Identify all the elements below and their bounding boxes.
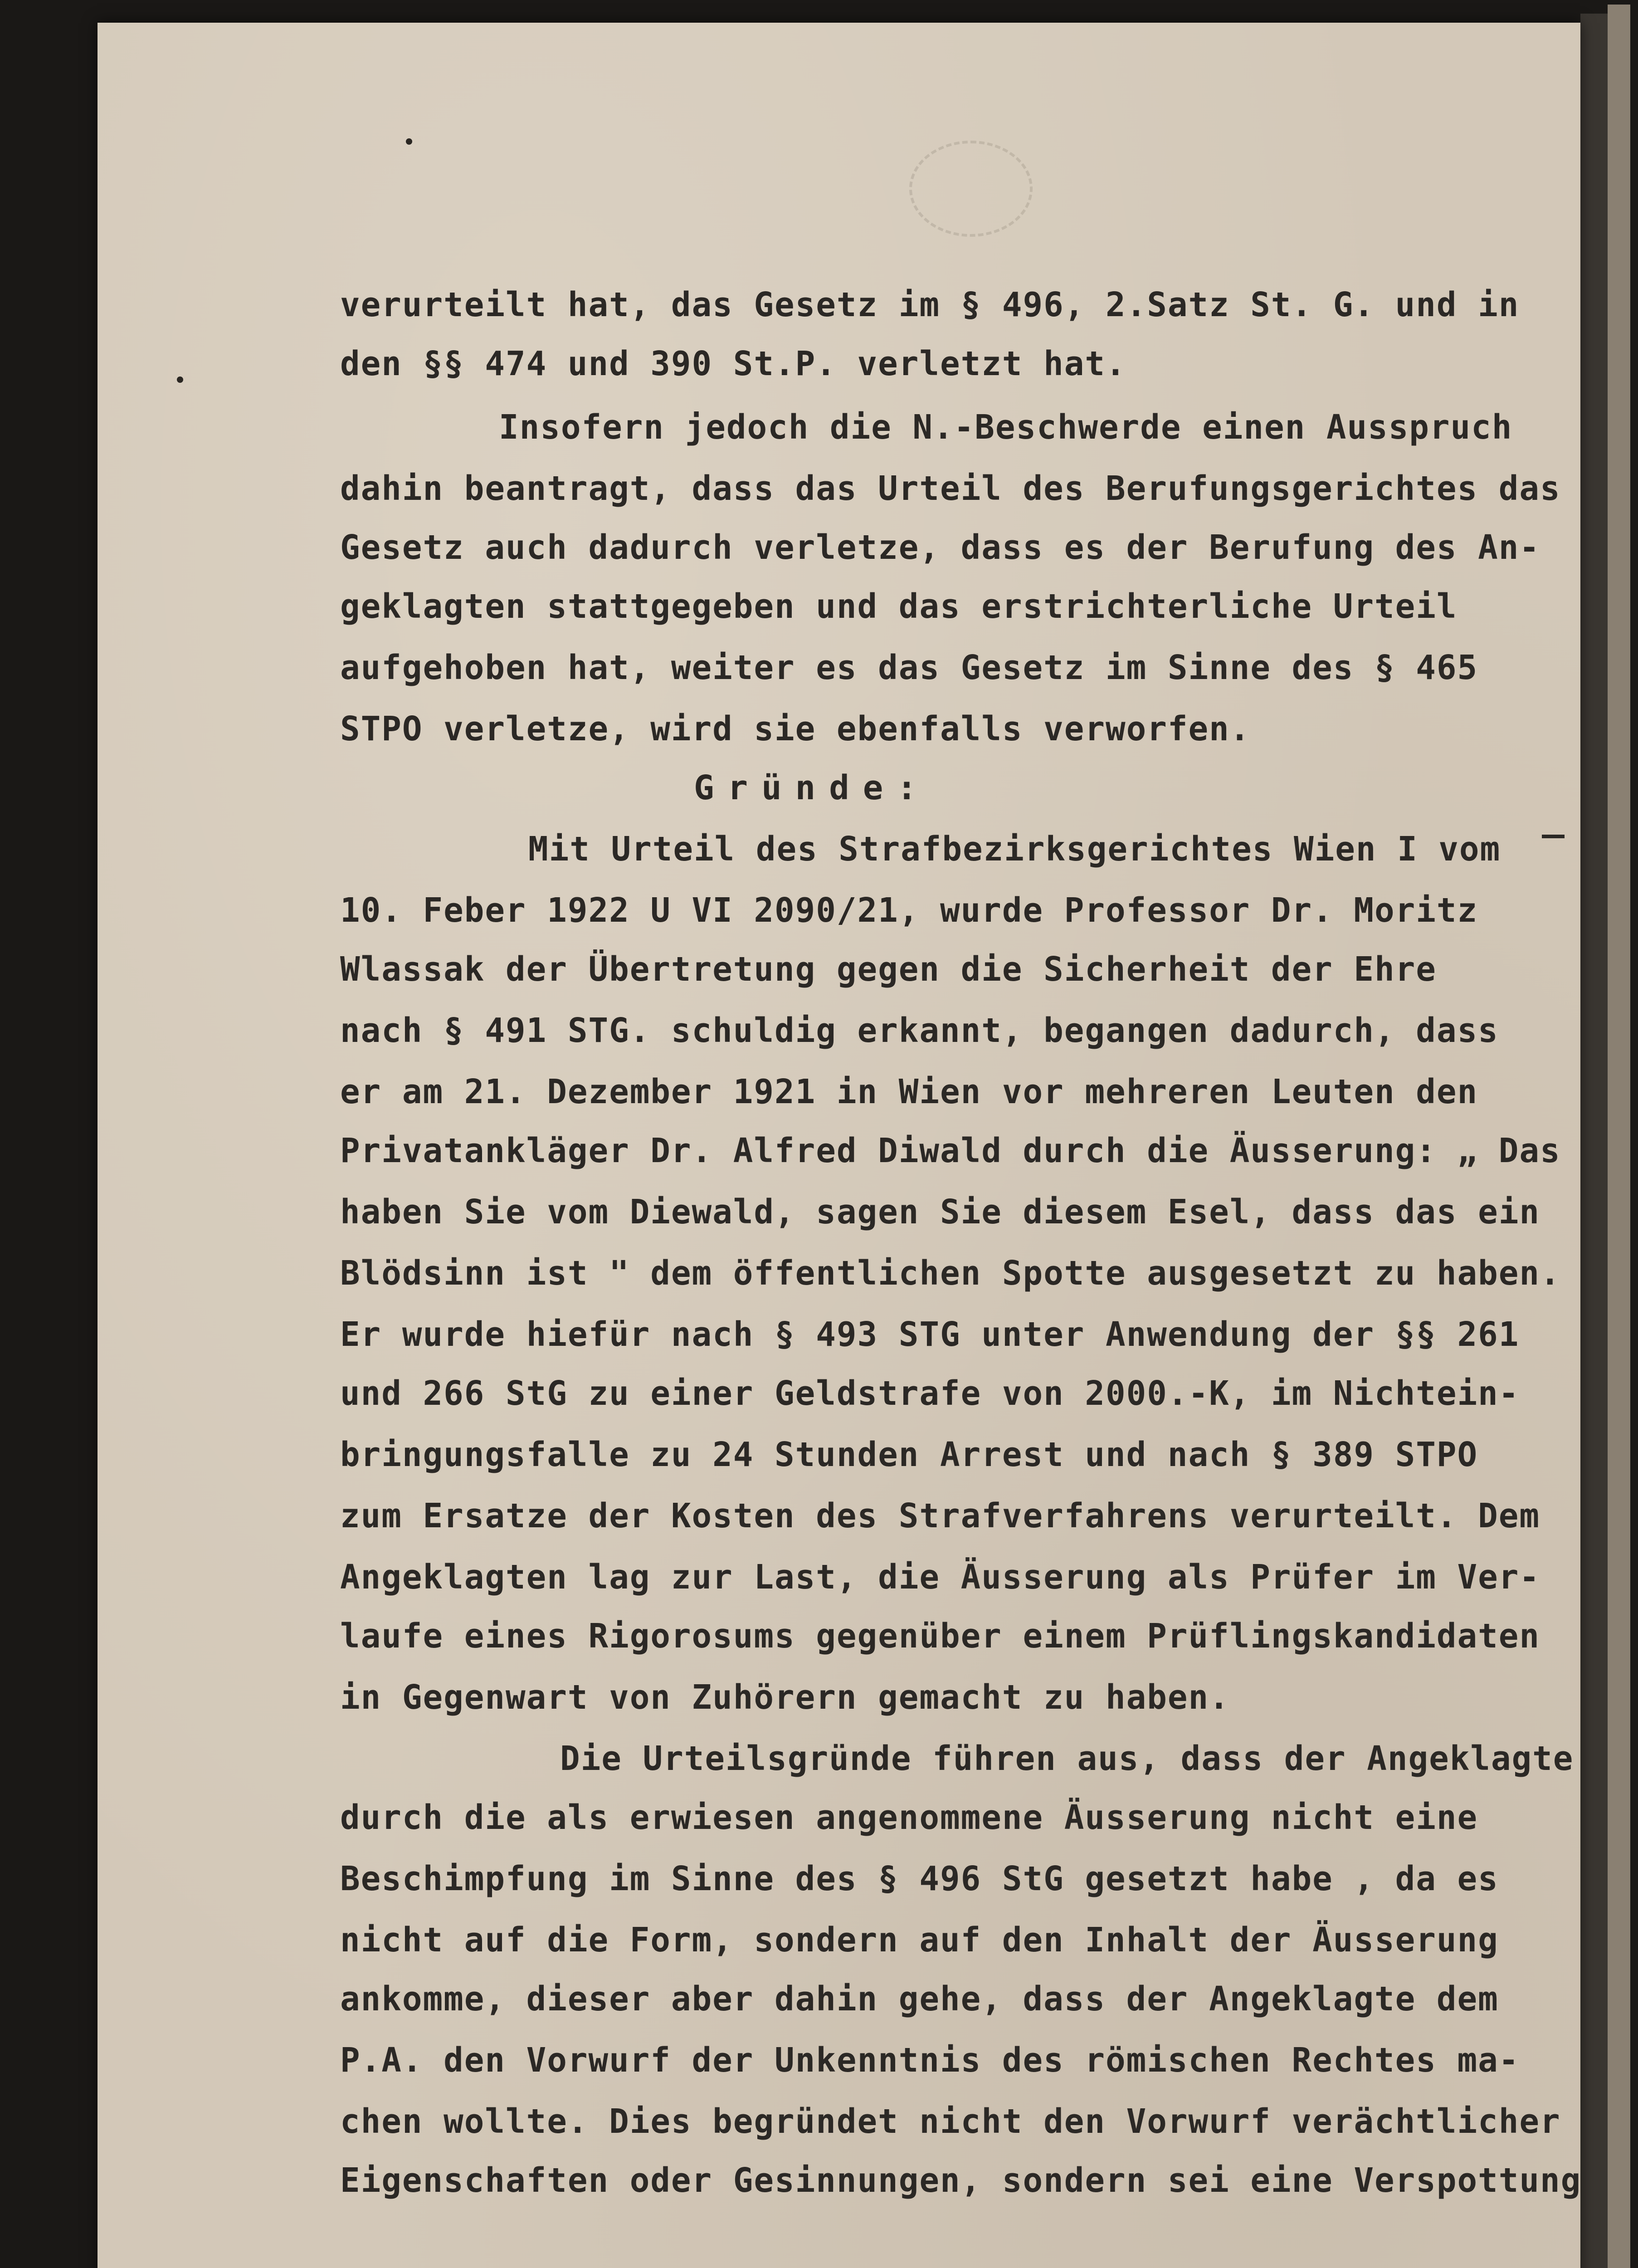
text-line: haben Sie vom Diewald, sagen Sie diesem Esel, dass das ein (340, 1193, 1540, 1232)
section-heading-gruende: Gründe: (694, 768, 931, 807)
document-page (98, 23, 1580, 2268)
text-line: geklagten stattgegeben und das erstrichterliche Urteil (340, 587, 1458, 626)
document-body (98, 23, 1580, 2268)
text-line: Insofern jedoch die N.-Beschwerde einen Ausspruch (499, 408, 1513, 447)
next-page-edge (1608, 5, 1630, 2268)
text-line: Die Urteilsgründe führen aus, dass der Angeklagte (560, 1739, 1574, 1778)
text-line: Beschimpfung im Sinne des § 496 StG gesetzt habe , da es (340, 1859, 1499, 1898)
text-line: Er wurde hiefür nach § 493 STG unter Anwendung der §§ 261 (340, 1315, 1520, 1354)
text-line: zum Ersatze der Kosten des Strafverfahrens verurteilt. Dem (340, 1496, 1540, 1535)
text-line: bringungsfalle zu 24 Stunden Arrest und nach § 389 STPO (340, 1435, 1478, 1474)
text-line: und 266 StG zu einer Geldstrafe von 2000.-K, im Nichtein- (340, 1374, 1520, 1413)
text-line: chen wollte. Dies begründet nicht den Vorwurf verächtlicher (340, 2102, 1561, 2141)
text-line: P.A. den Vorwurf der Unkenntnis des römischen Rechtes ma- (340, 2041, 1520, 2080)
text-line: Wlassak der Übertretung gegen die Sicherheit der Ehre (340, 950, 1437, 989)
text-line: nach § 491 STG. schuldig erkannt, begangen dadurch, dass (340, 1011, 1499, 1050)
text-line: den §§ 474 und 390 St.P. verletzt hat. (340, 344, 1126, 383)
text-line: verurteilt hat, das Gesetz im § 496, 2.Satz St. G. und in (340, 285, 1520, 324)
text-line: in Gegenwart von Zuhörern gemacht zu haben. (340, 1678, 1230, 1717)
text-line: er am 21. Dezember 1921 in Wien vor mehreren Leuten den (340, 1072, 1478, 1111)
text-line: laufe eines Rigorosums gegenüber einem Prüflingskandidaten (340, 1617, 1540, 1656)
text-line: durch die als erwiesen angenommene Äusserung nicht eine (340, 1798, 1478, 1837)
text-line: Gesetz auch dadurch verletze, dass es der Berufung des An- (340, 528, 1540, 567)
text-line: nicht auf die Form, sondern auf den Inhalt der Äusserung (340, 1921, 1499, 1960)
text-line: 10. Feber 1922 U VI 2090/21, wurde Professor Dr. Moritz (340, 891, 1478, 930)
text-line: Blödsinn ist " dem öffentlichen Spotte ausgesetzt zu haben. (340, 1254, 1561, 1293)
text-line: ankomme, dieser aber dahin gehe, dass der Angeklagte dem (340, 1980, 1499, 2019)
text-line: Eigenschaften oder Gesinnungen, sondern sei eine Verspottung (340, 2161, 1582, 2200)
page-edge-shadow (1580, 14, 1608, 2268)
text-line: Angeklagten lag zur Last, die Äusserung als Prüfer im Ver- (340, 1558, 1540, 1597)
text-line: Privatankläger Dr. Alfred Diwald durch die Äusserung: „ Das (340, 1131, 1561, 1170)
text-line: aufgehoben hat, weiter es das Gesetz im Sinne des § 465 (340, 648, 1478, 687)
text-line: STPO verletze, wird sie ebenfalls verworfen. (340, 709, 1251, 748)
text-line: Mit Urteil des Strafbezirksgerichtes Wien I vom (528, 830, 1501, 869)
text-line: dahin beantragt, dass das Urteil des Berufungsgerichtes das (340, 469, 1561, 508)
